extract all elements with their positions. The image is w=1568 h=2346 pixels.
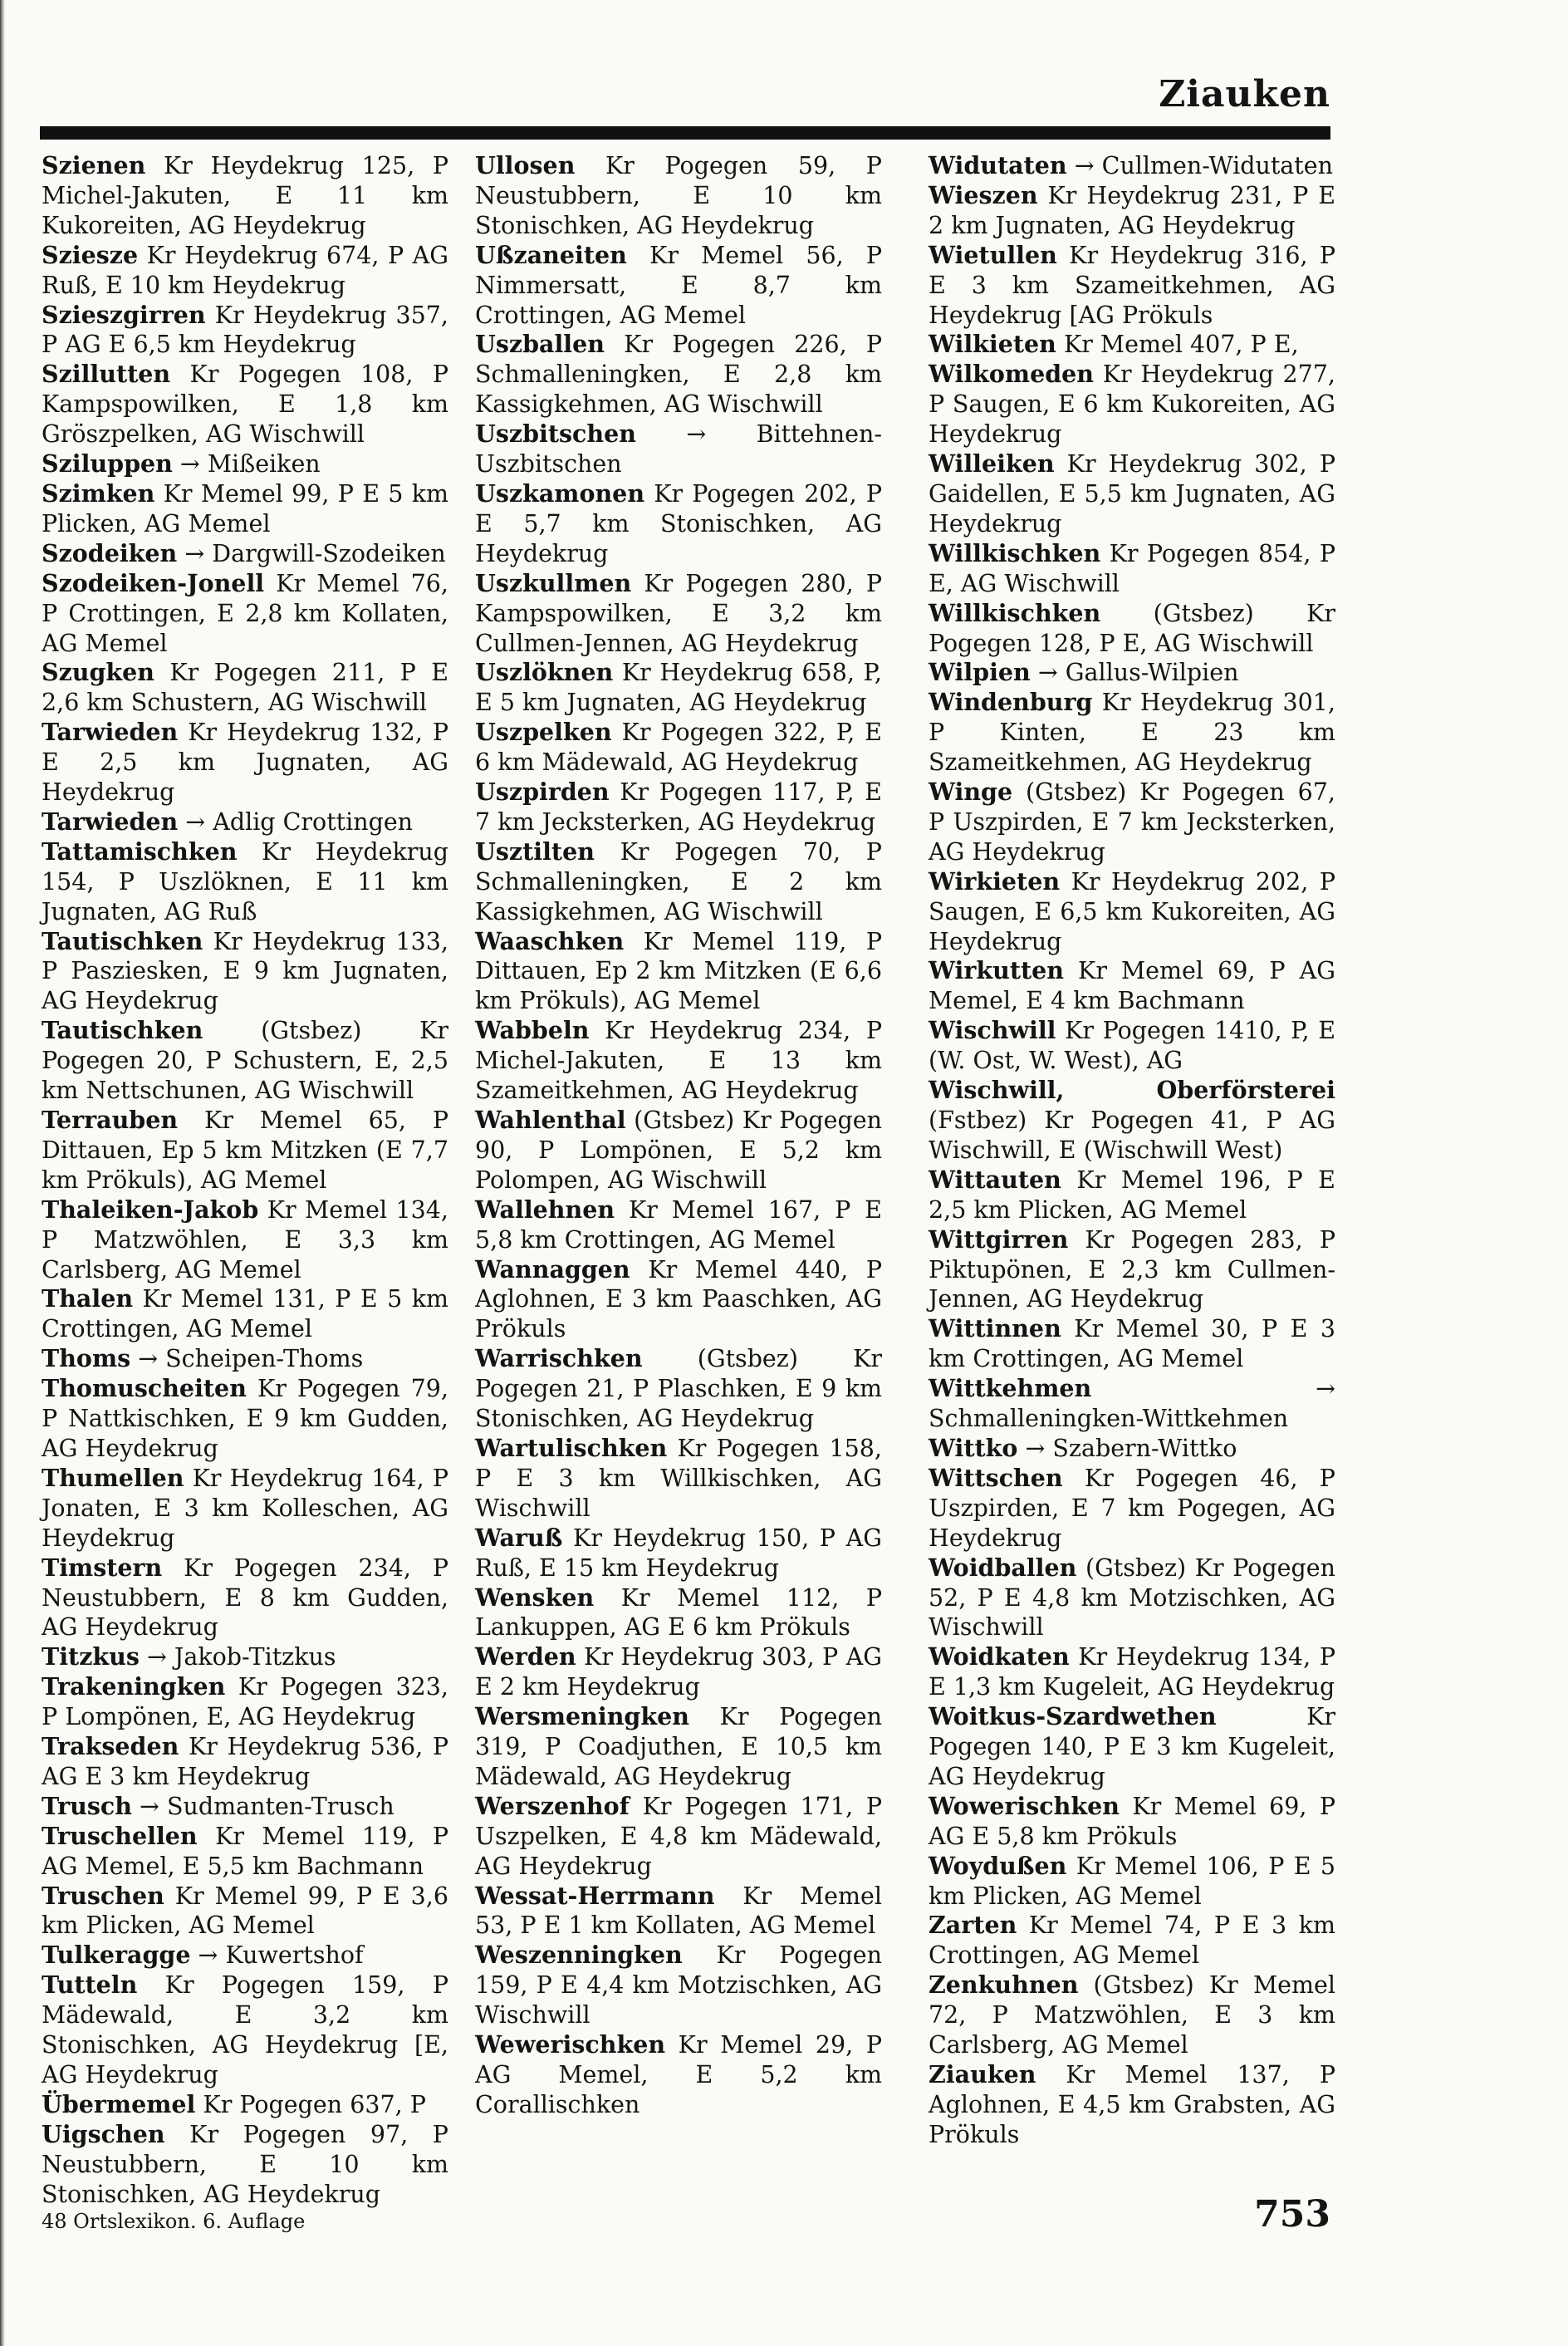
entry-headword: Wischwill [929, 1016, 1056, 1045]
entry-text: Kr Heydekrug 150, P AG Ruß, E 15 km Heydekrug [475, 1524, 882, 1582]
entry-text: (Gtsbez) Kr Pogegen 67, P Uszpirden, E 7 km Jecksterken, AG Heydekrug [929, 778, 1335, 866]
entry-headword: Thoms [42, 1344, 131, 1373]
gazetteer-entry [929, 1166, 1335, 1225]
gazetteer-entry [475, 1792, 882, 1882]
entry-text: → Mißeiken [172, 450, 321, 479]
entry-text: Kr Memel 65, P Dittauen, Ep 5 km Mitzken (E 7,7 km Prökuls), AG Memel [42, 1107, 448, 1194]
entry-headword: Thaleiken-Jakob [42, 1195, 259, 1224]
entry-headword: Tulkeragge [42, 1941, 191, 1970]
entry-text: (Gtsbez) Kr Pogegen 128, P E, AG Wischwill [929, 599, 1335, 657]
entry-text: Kr Memel 76, P Crottingen, E 2,8 km Kollaten, AG Memel [42, 569, 448, 657]
entry-text: Kr Heydekrug 134, P E 1,3 km Kugeleit, AG Heydekrug [929, 1643, 1335, 1701]
entry-text: Kr Memel 167, P E 5,8 km Crottingen, AG Memel [475, 1195, 882, 1254]
column-3 [929, 151, 1335, 2150]
entry-headword: Werszenhof [475, 1791, 630, 1820]
gazetteer-entry [475, 330, 882, 420]
entry-text: Kr Heydekrug 164, P Jonaten, E 3 km Kolleschen, AG Heydekrug [42, 1464, 448, 1552]
gazetteer-entry [42, 1822, 448, 1882]
entry-headword: Uszbitschen [475, 420, 636, 449]
entry-text: Kr Memel 134, P Matzwöhlen, E 3,3 km Carlsberg, AG Memel [42, 1195, 448, 1283]
gazetteer-entry [475, 151, 882, 241]
entry-text: Kr Memel 99, P E 3,6 km Plicken, AG Memel [42, 1882, 448, 1940]
entry-headword: Waaschken [475, 926, 625, 955]
entry-text: → Szabern-Wittko [1017, 1434, 1237, 1462]
gazetteer-entry [42, 807, 448, 837]
header-rule [40, 126, 1330, 140]
entry-text: Kr Pogegen 46, P Uszpirden, E 7 km Pogegen, AG Heydekrug [929, 1464, 1335, 1552]
gazetteer-entry [475, 1524, 882, 1583]
gazetteer-entry [929, 658, 1335, 688]
entry-text: Kr Heydekrug 536, P AG E 3 km Heydekrug [42, 1733, 448, 1790]
entry-text: (Gtsbez) Kr Memel 72, P Matzwöhlen, E 3 km Carlsberg, AG Memel [929, 1971, 1335, 2059]
entry-headword: Wensken [475, 1583, 595, 1612]
entry-headword: Woidkaten [929, 1642, 1070, 1671]
entry-text: Kr Pogegen 280, P Kampspowilken, E 3,2 km Cullmen-Jennen, AG Heydekrug [475, 569, 882, 657]
entry-headword: Wallehnen [475, 1195, 615, 1224]
entry-text: Kr Heydekrug 357, P AG E 6,5 km Heydekrug [42, 301, 448, 359]
entry-headword: Wilpien [929, 658, 1031, 687]
entry-text: Kr Pogegen 159, P E 4,4 km Motzischken, AG Wischwill [475, 1941, 882, 2029]
entry-text: Kr Pogegen 117, P, E 7 km Jecksterken, AG Heydekrug [475, 778, 882, 836]
entry-text: Kr Pogegen 322, P, E 6 km Mädewald, AG Heydekrug [475, 719, 882, 777]
entry-headword: Sziluppen [42, 449, 173, 479]
entry-headword: Trakeningken [42, 1672, 226, 1701]
entry-headword: Truschellen [42, 1821, 198, 1850]
entry-headword: Woitkus-Szardwethen [929, 1702, 1217, 1731]
entry-text: Kr Pogegen 159, P Mädewald, E 3,2 km Stonischken, AG Heydekrug [E, AG Heydekrug [42, 1971, 448, 2088]
entry-headword: Willkischken [929, 598, 1101, 627]
entry-text: Kr Pogegen 283, P Piktupönen, E 2,3 km Cullmen-Jennen, AG Heydekrug [929, 1225, 1335, 1313]
entry-text: → Bittehnen-Uszbitschen [475, 420, 882, 479]
entry-headword: Winge [929, 778, 1013, 807]
gazetteer-entry [475, 1016, 882, 1106]
entry-text: → Cullmen-Widutaten [1066, 152, 1333, 179]
entry-headword: Ußzaneiten [475, 240, 627, 269]
gazetteer-entry [42, 1792, 448, 1822]
entry-text: Kr Pogegen 140, P E 3 km Kugeleit, AG Heydekrug [929, 1703, 1335, 1790]
entry-headword: Wittkehmen [929, 1374, 1092, 1403]
gazetteer-entry [475, 927, 882, 1017]
entry-text: Kr Pogegen 97, P Neustubbern, E 10 km Stonischken, AG Heydekrug [42, 2120, 448, 2208]
gazetteer-entry [929, 360, 1335, 449]
entry-text: Kr Memel 196, P E 2,5 km Plicken, AG Memel [929, 1166, 1335, 1224]
entry-headword: Willeiken [929, 449, 1055, 479]
entry-text: Kr Pogegen 211, P E 2,6 km Schustern, AG Wischwill [42, 659, 448, 717]
gazetteer-entry [929, 1225, 1335, 1315]
gazetteer-entry [929, 1553, 1335, 1643]
gazetteer-entry [42, 151, 448, 241]
entry-text: Kr Heydekrug 658, P, E 5 km Jugnaten, AG Heydekrug [475, 659, 882, 717]
entry-headword: Wirkieten [929, 866, 1061, 896]
entry-headword: Wittauten [929, 1165, 1061, 1194]
entry-text: Kr Pogegen 202, P E 5,7 km Stonischken, AG Heydekrug [475, 479, 882, 567]
gazetteer-entry [42, 718, 448, 807]
gazetteer-entry [42, 1971, 448, 2090]
entry-headword: Trusch [42, 1791, 132, 1820]
entry-headword: Woydußen [929, 1851, 1067, 1880]
gazetteer-entry [929, 539, 1335, 599]
entry-headword: Wartulischken [475, 1433, 668, 1462]
entry-text: Kr Memel 99, P E 5 km Plicken, AG Memel [42, 479, 448, 537]
gazetteer-entry [929, 449, 1335, 539]
entry-text: Kr Heydekrug 133, P Pasziesken, E 9 km Jugnaten, AG Heydekrug [42, 927, 448, 1015]
gazetteer-entry [929, 599, 1335, 659]
entry-text: → Jakob-Titzkus [139, 1643, 336, 1671]
entry-headword: Tutteln [42, 1971, 138, 2000]
gazetteer-entry [475, 1255, 882, 1345]
entry-text: Kr Pogegen 70, P Schmalleningken, E 2 km Kassigkehmen, AG Wischwill [475, 837, 882, 925]
gazetteer-entry [475, 1583, 882, 1643]
entry-text: Kr Memel 30, P E 3 km Crottingen, AG Memel [929, 1315, 1335, 1373]
entry-headword: Thalen [42, 1284, 134, 1313]
gazetteer-entry [929, 151, 1335, 181]
gazetteer-entry [475, 2030, 882, 2120]
entry-text: Kr Memel 119, P Dittauen, Ep 2 km Mitzken (E 6,6 km Prökuls), AG Memel [475, 927, 882, 1015]
gazetteer-entry [42, 2120, 448, 2210]
gazetteer-entry [929, 1016, 1335, 1076]
gazetteer-entry [475, 658, 882, 718]
entry-headword: Uszpelken [475, 718, 612, 747]
entry-text: Kr Pogegen 234, P Neustubbern, E 8 km Gudden, AG Heydekrug [42, 1553, 448, 1642]
gazetteer-entry [475, 1434, 882, 1524]
entry-text: Kr Heydekrug 234, P Michel-Jakuten, E 13 km Szameitkehmen, AG Heydekrug [475, 1017, 882, 1105]
entry-text: Kr Memel 69, P AG E 5,8 km Prökuls [929, 1792, 1335, 1850]
gazetteer-entry [42, 1642, 448, 1672]
entry-text: Kr Memel 69, P AG Memel, E 4 km Bachmann [929, 957, 1335, 1015]
gazetteer-entry [42, 479, 448, 539]
entry-text: (Fstbez) Kr Pogegen 41, P AG Wischwill, E (Wischwill West) [929, 1107, 1335, 1164]
entry-text: Kr Memel 74, P E 3 km Crottingen, AG Memel [929, 1912, 1335, 1970]
entry-headword: Wannaggen [475, 1254, 630, 1283]
entry-headword: Szimken [42, 479, 155, 508]
gazetteer-entry [929, 1642, 1335, 1702]
entry-headword: Usztilten [475, 837, 595, 866]
entry-headword: Übermemel [42, 2089, 196, 2118]
gazetteer-entry [42, 539, 448, 569]
gazetteer-entry [42, 927, 448, 1017]
gazetteer-entry [42, 1672, 448, 1732]
gazetteer-entry [475, 718, 882, 778]
gazetteer-entry [929, 1314, 1335, 1374]
gazetteer-entry [929, 867, 1335, 957]
entry-text: Kr Pogegen 226, P Schmalleningken, E 2,8 km Kassigkehmen, AG Wischwill [475, 331, 882, 419]
entry-text: Kr Heydekrug 231, P E 2 km Jugnaten, AG Heydekrug [929, 181, 1335, 239]
entry-text: Kr Heydekrug 303, P AG E 2 km Heydekrug [475, 1643, 882, 1701]
entry-headword: Uszkamonen [475, 479, 645, 508]
gazetteer-entry [42, 569, 448, 659]
entry-text: Kr Pogegen 108, P Kampspowilken, E 1,8 km Gröszpelken, AG Wischwill [42, 361, 448, 449]
entry-text: → Dargwill-Szodeiken [177, 539, 446, 567]
column-2 [475, 151, 882, 2120]
entry-headword: Warrischken [475, 1344, 643, 1373]
gazetteer-entry [929, 956, 1335, 1016]
gazetteer-entry [475, 1882, 882, 1941]
entry-text: (Gtsbez) Kr Pogegen 20, P Schustern, E, 2,5 km Nettschunen, AG Wischwill [42, 1017, 448, 1105]
entry-headword: Szienen [42, 151, 146, 179]
entry-text: → Kuwertshof [190, 1941, 364, 1970]
gazetteer-entry [929, 1076, 1335, 1166]
entry-headword: Terrauben [42, 1106, 179, 1134]
gazetteer-entry [42, 1464, 448, 1553]
entry-headword: Wabbeln [475, 1016, 590, 1045]
entry-text: Kr Pogegen 323, P Lompönen, E, AG Heydekrug [42, 1673, 448, 1731]
entry-headword: Szodeiken-Jonell [42, 568, 265, 597]
entry-text: Kr Pogegen 79, P Nattkischken, E 9 km Gudden, AG Heydekrug [42, 1375, 448, 1462]
gazetteer-entry [42, 1106, 448, 1195]
footer-signature: 48 Ortslexikon. 6. Auflage [42, 2210, 306, 2233]
gazetteer-entry [929, 1434, 1335, 1464]
entry-headword: Titzkus [42, 1642, 140, 1671]
entry-headword: Windenburg [929, 688, 1093, 717]
gazetteer-entry [475, 1344, 882, 1434]
gazetteer-entry [42, 837, 448, 927]
entry-text: Kr Pogegen 171, P Uszpelken, E 4,8 km Mädewald, AG Heydekrug [475, 1792, 882, 1880]
entry-headword: Trakseden [42, 1732, 179, 1761]
entry-headword: Thumellen [42, 1463, 184, 1492]
gazetteer-entry [42, 2090, 448, 2120]
entry-headword: Uszpirden [475, 778, 610, 807]
gazetteer-entry [42, 360, 448, 449]
entry-text: Kr Heydekrug 301, P Kinten, E 23 km Szameitkehmen, AG Heydekrug [929, 689, 1335, 777]
entry-headword: Wittgirren [929, 1225, 1069, 1254]
entry-headword: Tautischken [42, 1016, 203, 1045]
gazetteer-entry [475, 1195, 882, 1255]
entry-headword: Wessat-Herrmann [475, 1881, 715, 1910]
entry-headword: Szodeiken [42, 538, 178, 567]
entry-text: → Sudmanten-Trusch [132, 1792, 394, 1820]
entry-text: (Gtsbez) Kr Pogegen 21, P Plaschken, E 9 km Stonischken, AG Heydekrug [475, 1345, 882, 1433]
entry-text: Kr Memel 112, P Lankuppen, AG E 6 km Prökuls [475, 1583, 882, 1642]
gazetteer-entry [929, 330, 1335, 360]
entry-text: Kr Pogegen 59, P Neustubbern, E 10 km Stonischken, AG Heydekrug [475, 152, 882, 239]
gazetteer-entry [929, 688, 1335, 778]
page-number: 753 [1254, 2193, 1330, 2236]
entry-text: Kr Heydekrug 125, P Michel-Jakuten, E 11 km Kukoreiten, AG Heydekrug [42, 152, 448, 239]
gazetteer-entry [929, 1852, 1335, 1912]
entry-text: Kr Memel 131, P E 5 km Crottingen, AG Memel [42, 1285, 448, 1343]
entry-text: (Gtsbez) Kr Pogegen 90, P Lompönen, E 5,2 km Polompen, AG Wischwill [475, 1107, 882, 1194]
entry-headword: Wersmeningken [475, 1702, 689, 1731]
entry-text: Kr Heydekrug 154, P Uszlöknen, E 11 km Jugnaten, AG Ruß [42, 837, 448, 925]
entry-text: Kr Heydekrug 277, P Saugen, E 6 km Kukoreiten, AG Heydekrug [929, 361, 1335, 449]
entry-headword: Zenkuhnen [929, 1971, 1079, 2000]
gazetteer-entry [42, 1284, 448, 1344]
entry-headword: Szugken [42, 658, 155, 687]
entry-text: → Scheipen-Thoms [130, 1345, 364, 1373]
gazetteer-entry [929, 1702, 1335, 1792]
entry-headword: Widutaten [929, 151, 1067, 179]
page-binding-shadow [0, 0, 5, 2346]
entry-text: Kr Heydekrug 132, P E 2,5 km Jugnaten, AG Heydekrug [42, 719, 448, 807]
entry-headword: Szillutten [42, 360, 171, 389]
gazetteer-entry [475, 1941, 882, 2030]
entry-headword: Truschen [42, 1881, 164, 1910]
entry-headword: Wilkieten [929, 330, 1056, 359]
gazetteer-entry [929, 241, 1335, 331]
entry-text: (Gtsbez) Kr Pogegen 52, P E 4,8 km Motzischken, AG Wischwill [929, 1553, 1335, 1642]
entry-headword: Tarwieden [42, 807, 179, 836]
gazetteer-entry [42, 1553, 448, 1643]
gazetteer-entry [42, 301, 448, 361]
gazetteer-entry [42, 1732, 448, 1792]
entry-text: Kr Pogegen 158, P E 3 km Willkischken, AG Wischwill [475, 1434, 882, 1522]
gazetteer-entry [475, 1642, 882, 1702]
entry-headword: Tarwieden [42, 718, 179, 747]
entry-text: Kr Memel 29, P AG Memel, E 5,2 km Corallischken [475, 2031, 882, 2118]
gazetteer-entry [929, 1792, 1335, 1852]
entry-headword: Uigschen [42, 2119, 165, 2148]
entry-text: → Adlig Crottingen [178, 807, 414, 836]
column-1 [42, 151, 448, 2210]
gazetteer-entry [42, 1344, 448, 1374]
entry-text: Kr Pogegen 637, P [195, 2090, 426, 2118]
entry-headword: Wahlenthal [475, 1106, 626, 1134]
entry-headword: Sziesze [42, 240, 139, 269]
gazetteer-entry [42, 449, 448, 479]
entry-headword: Szieszgirren [42, 300, 206, 329]
entry-headword: Werden [475, 1642, 576, 1671]
gazetteer-entry [42, 1195, 448, 1285]
entry-text: Kr Memel 440, P Aglohnen, E 3 km Paaschken, AG Prökuls [475, 1255, 882, 1343]
entry-headword: Wittinnen [929, 1314, 1061, 1343]
entry-text: Kr Memel 407, P E, [1056, 331, 1299, 359]
gazetteer-entry [475, 1106, 882, 1195]
entry-headword: Weszenningken [475, 1941, 683, 1970]
entry-headword: Thomuscheiten [42, 1374, 247, 1403]
gazetteer-entry [475, 569, 882, 659]
entry-text: Kr Memel 119, P AG Memel, E 5,5 km Bachmann [42, 1822, 448, 1880]
entry-text: Kr Pogegen 319, P Coadjuthen, E 10,5 km Mädewald, AG Heydekrug [475, 1703, 882, 1790]
entry-headword: Tautischken [42, 926, 203, 955]
entry-text: Kr Memel 53, P E 1 km Kollaten, AG Memel [475, 1882, 882, 1940]
gazetteer-entry [475, 837, 882, 927]
gazetteer-entry [42, 1016, 448, 1106]
gazetteer-entry [929, 1464, 1335, 1553]
gazetteer-entry [42, 1941, 448, 1971]
entry-text: Kr Pogegen 1410, P, E (W. Ost, W. West), AG [929, 1017, 1335, 1075]
entry-headword: Uszballen [475, 330, 605, 359]
entry-text: → Schmalleningken-Wittkehmen [929, 1375, 1335, 1433]
entry-headword: Wilkomeden [929, 360, 1094, 389]
entry-headword: Ullosen [475, 151, 576, 179]
entry-headword: Uszlöknen [475, 658, 614, 687]
entry-headword: Ziauken [929, 2060, 1036, 2088]
entry-text: Kr Pogegen 854, P E, AG Wischwill [929, 539, 1335, 597]
gazetteer-entry [929, 1971, 1335, 2060]
entry-headword: Wewerischken [475, 2030, 666, 2059]
entry-headword: Zarten [929, 1911, 1017, 1940]
gazetteer-entry [929, 1911, 1335, 1971]
gazetteer-entry [42, 658, 448, 718]
entry-headword: Wittko [929, 1433, 1018, 1462]
gazetteer-entry [929, 181, 1335, 241]
entry-headword: Willkischken [929, 538, 1101, 567]
gazetteer-entry [475, 241, 882, 331]
entry-headword: Woidballen [929, 1553, 1077, 1582]
gazetteer-entry [475, 479, 882, 569]
gazetteer-entry [929, 1374, 1335, 1434]
gazetteer-entry [42, 241, 448, 301]
gazetteer-entry [475, 420, 882, 479]
gazetteer-entry [929, 778, 1335, 867]
entry-headword: Wowerischken [929, 1791, 1120, 1820]
entry-headword: Wieszen [929, 180, 1038, 209]
entry-text: Kr Memel 56, P Nimmersatt, E 8,7 km Crottingen, AG Memel [475, 241, 882, 329]
entry-headword: Wietullen [929, 240, 1057, 269]
entry-text: Kr Memel 137, P Aglohnen, E 4,5 km Grabsten, AG Prökuls [929, 2061, 1335, 2148]
entry-text: Kr Heydekrug 302, P Gaidellen, E 5,5 km Jugnaten, AG Heydekrug [929, 450, 1335, 537]
entry-headword: Wirkutten [929, 956, 1064, 985]
gazetteer-entry [475, 1702, 882, 1792]
entry-text: Kr Heydekrug 674, P AG Ruß, E 10 km Heydekrug [42, 241, 448, 299]
entry-headword: Waruß [475, 1523, 563, 1552]
gazetteer-entry [475, 778, 882, 837]
entry-headword: Timstern [42, 1553, 163, 1582]
entry-text: Kr Memel 106, P E 5 km Plicken, AG Memel [929, 1852, 1335, 1910]
entry-text: Kr Heydekrug 316, P E 3 km Szameitkehmen, AG Heydekrug [AG Prökuls [929, 241, 1335, 329]
entry-text: → Gallus-Wilpien [1030, 659, 1239, 687]
gazetteer-entry [42, 1374, 448, 1464]
entry-headword: Wittschen [929, 1463, 1063, 1492]
entry-text: Kr Heydekrug 202, P Saugen, E 6,5 km Kukoreiten, AG Heydekrug [929, 867, 1335, 955]
gazetteer-entry [42, 1882, 448, 1941]
running-head: Ziauken [1159, 73, 1330, 115]
entry-headword: Tattamischken [42, 837, 238, 866]
entry-headword: Wischwill, Oberförsterei [929, 1076, 1335, 1105]
entry-headword: Uszkullmen [475, 568, 632, 597]
gazetteer-entry [929, 2060, 1335, 2150]
